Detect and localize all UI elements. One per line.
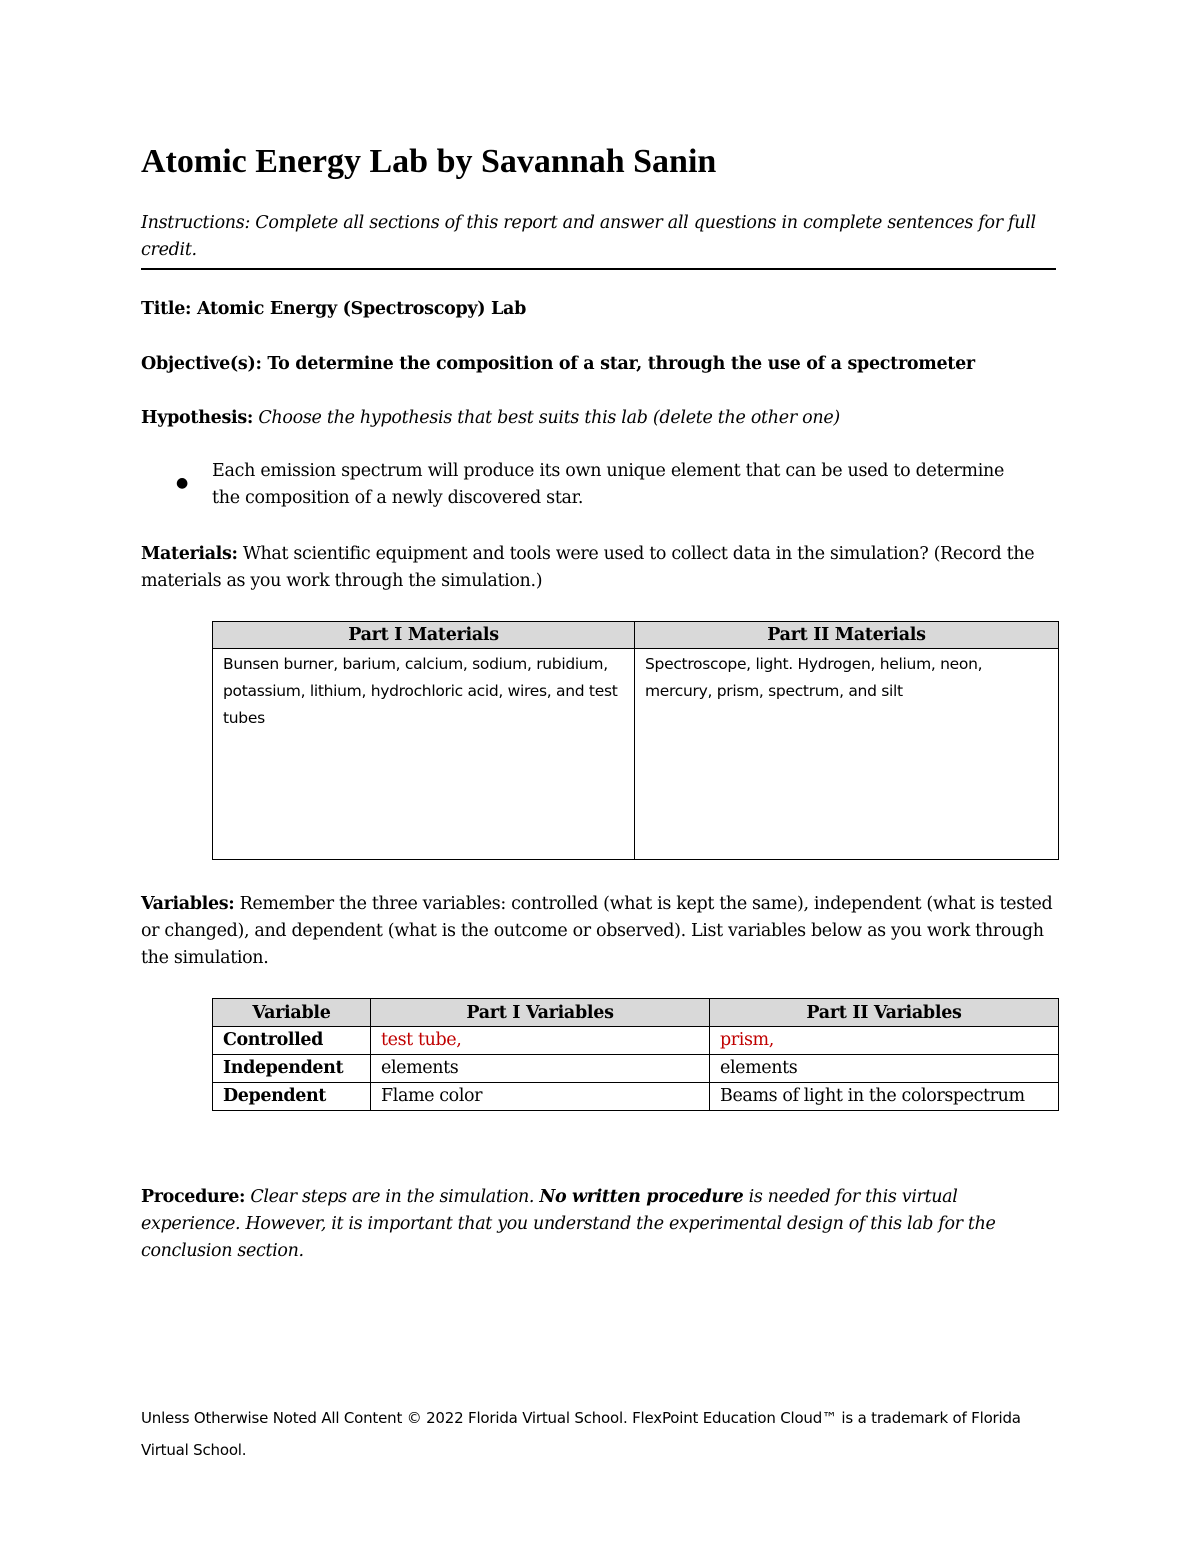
table-row bbox=[213, 1027, 1059, 1055]
procedure-text-bold: No written procedure bbox=[539, 1187, 744, 1207]
variables-label: Variables: bbox=[141, 894, 235, 914]
table-row bbox=[213, 1055, 1059, 1083]
variable-name-cell: Independent bbox=[213, 1055, 371, 1083]
part1-variable-cell[interactable]: elements bbox=[371, 1055, 710, 1083]
variables-header-part1: Part I Variables bbox=[371, 999, 710, 1027]
objective-line bbox=[141, 351, 975, 378]
bullet-dot-icon: ● bbox=[176, 475, 189, 491]
materials-header-row bbox=[213, 622, 1059, 649]
instructions-text: Instructions: Complete all sections of this report and answer all questions in complete sentences for full credit. bbox=[141, 210, 1056, 270]
procedure-text-b: is needed for this virtual experience. However, it is important that you understand the experimental design of this lab for the conclusion section. bbox=[141, 1187, 996, 1261]
part1-variable-cell[interactable]: Flame color bbox=[371, 1083, 710, 1111]
variables-header-part2: Part II Variables bbox=[710, 999, 1059, 1027]
materials-header-part2: Part II Materials bbox=[635, 622, 1059, 649]
variable-name-cell: Controlled bbox=[213, 1027, 371, 1055]
title-value: Atomic Energy (Spectroscopy) Lab bbox=[197, 299, 527, 319]
procedure-label: Procedure: bbox=[141, 1187, 246, 1207]
procedure-text-a: Clear steps are in the simulation. bbox=[250, 1187, 535, 1207]
part2-variable-cell[interactable]: elements bbox=[710, 1055, 1059, 1083]
hypothesis-label: Hypothesis: bbox=[141, 408, 254, 428]
footer-copyright: Unless Otherwise Noted All Content © 2022 Florida Virtual School. FlexPoint Education Cloud™ is a trademark of Florida Virtual School. bbox=[141, 1409, 1021, 1459]
variables-table bbox=[212, 998, 1059, 1111]
materials-table bbox=[212, 621, 1059, 860]
title-label: Title: bbox=[141, 299, 192, 319]
variables-header-variable: Variable bbox=[213, 999, 371, 1027]
variables-header-row bbox=[213, 999, 1059, 1027]
variables-prompt: Remember the three variables: controlled (what is kept the same), independent (what is tested or changed), and dependent (what is the outcome or observed). List variables below as you work through the simulation. bbox=[141, 894, 1053, 968]
variables-paragraph bbox=[141, 891, 1061, 972]
materials-part2-cell[interactable]: Spectroscope, light. Hydrogen, helium, neon, mercury, prism, spectrum, and silt bbox=[635, 649, 1059, 860]
hypothesis-line bbox=[141, 405, 840, 432]
part2-variable-cell[interactable]: prism, bbox=[710, 1027, 1059, 1055]
objective-label: Objective(s): bbox=[141, 354, 262, 374]
materials-header-part1: Part I Materials bbox=[213, 622, 635, 649]
materials-label: Materials: bbox=[141, 544, 238, 564]
hypothesis-prompt: Choose the hypothesis that best suits this lab (delete the other one) bbox=[258, 408, 840, 428]
hypothesis-bullet-text: Each emission spectrum will produce its own unique element that can be used to determine the composition of a newly discovered star. bbox=[212, 461, 1005, 508]
materials-paragraph bbox=[141, 541, 1061, 595]
procedure-paragraph bbox=[141, 1184, 1061, 1265]
materials-content-row bbox=[213, 649, 1059, 860]
materials-part1-cell[interactable]: Bunsen burner, barium, calcium, sodium, rubidium, potassium, lithium, hydrochloric acid, wires, and test tubes bbox=[213, 649, 635, 860]
title-line bbox=[141, 296, 526, 323]
table-row bbox=[213, 1083, 1059, 1111]
variable-name-cell: Dependent bbox=[213, 1083, 371, 1111]
part1-variable-cell[interactable]: test tube, bbox=[371, 1027, 710, 1055]
part2-variable-cell[interactable]: Beams of light in the colorspectrum bbox=[710, 1083, 1059, 1111]
objective-value: To determine the composition of a star, through the use of a spectrometer bbox=[267, 354, 975, 374]
document-title: Atomic Energy Lab by Savannah Sanin bbox=[141, 143, 717, 180]
materials-prompt: What scientific equipment and tools were used to collect data in the simulation? (Record the materials as you work through the simulation.) bbox=[141, 544, 1035, 591]
